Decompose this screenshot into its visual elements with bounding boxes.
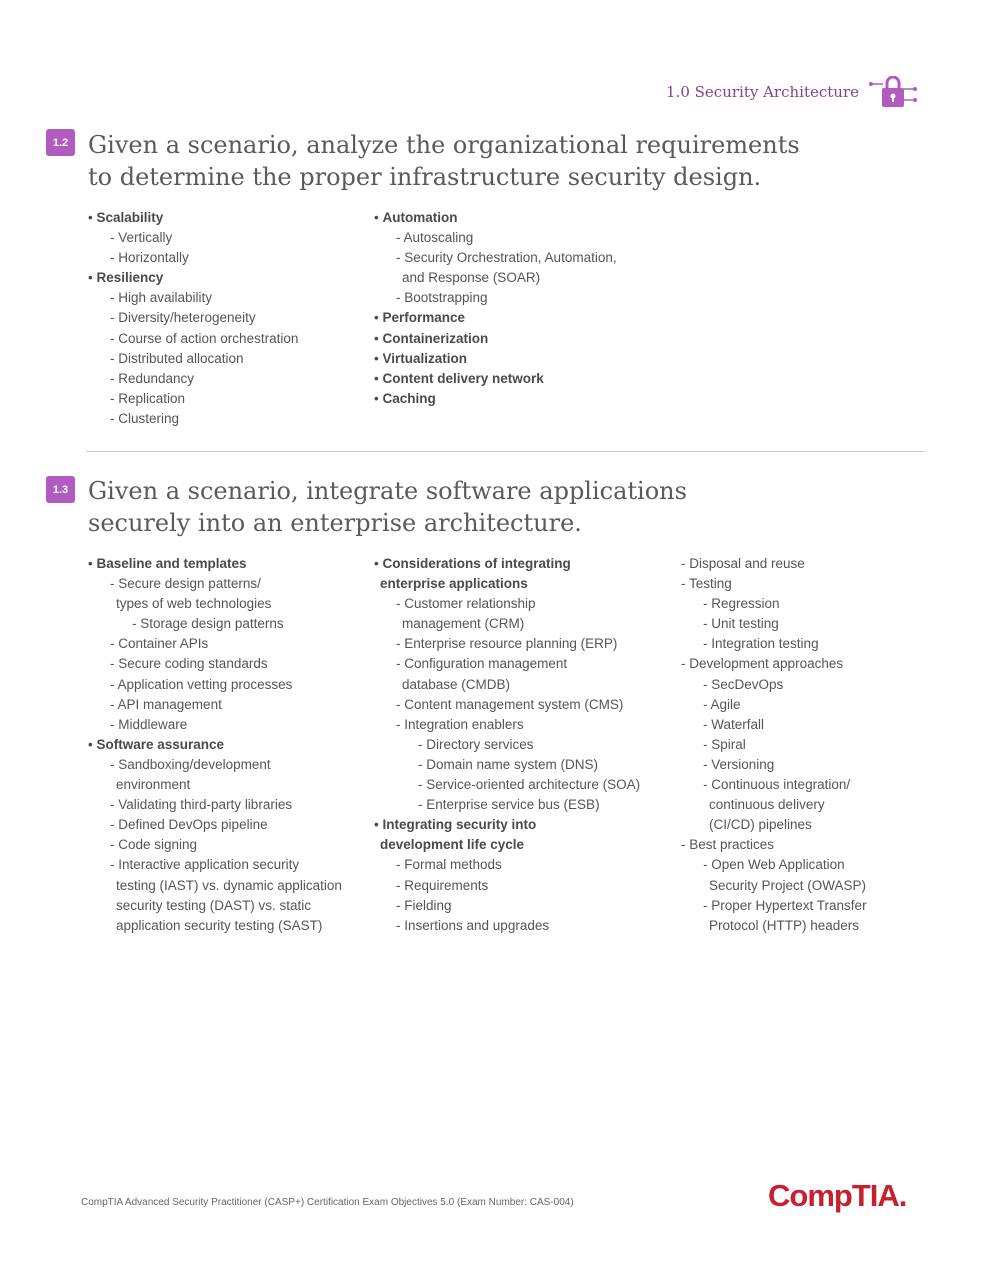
list-item: - Testing: [681, 574, 867, 594]
section-header-title: 1.0 Security Architecture: [666, 83, 859, 101]
list-item: - Defined DevOps pipeline: [88, 815, 342, 835]
list-item: - Distributed allocation: [88, 349, 298, 369]
list-item: • Content delivery network: [374, 369, 617, 389]
section-title-line: Given a scenario, analyze the organizational requirements: [88, 131, 800, 159]
list-item: - Continuous integration/: [681, 775, 867, 795]
list-item: - Best practices: [681, 835, 867, 855]
list-item: - Enterprise resource planning (ERP): [374, 634, 640, 654]
list-item: - Validating third-party libraries: [88, 795, 342, 815]
list-item: - Requirements: [374, 876, 640, 896]
list-item: - Regression: [681, 594, 867, 614]
list-item: - Bootstrapping: [374, 288, 617, 308]
list-item: - High availability: [88, 288, 298, 308]
list-item: Security Project (OWASP): [709, 877, 867, 893]
list-item: security testing (DAST) vs. static: [116, 897, 312, 913]
list-item: • Automation: [374, 208, 617, 228]
list-item: - Redundancy: [88, 369, 298, 389]
lock-circuit-icon: [869, 76, 917, 108]
list-item: - Storage design patterns: [88, 614, 342, 634]
list-item: testing (IAST) vs. dynamic application: [116, 877, 342, 893]
section-title-1-2: [88, 129, 808, 193]
list-item: and Response (SOAR): [402, 270, 541, 286]
list-item: - Secure coding standards: [88, 654, 342, 674]
objectives-column-2: [374, 208, 617, 409]
list-item: enterprise applications: [380, 576, 528, 592]
objectives-column-1: [88, 208, 298, 429]
list-item: - Open Web Application: [681, 855, 867, 875]
list-item: - Directory services: [374, 735, 640, 755]
list-item: environment: [116, 777, 191, 793]
list-item: - Enterprise service bus (ESB): [374, 795, 640, 815]
list-item: - Replication: [88, 389, 298, 409]
page-header: [666, 76, 917, 108]
list-item: development life cycle: [380, 837, 525, 853]
list-item: - Application vetting processes: [88, 675, 342, 695]
list-item: - Interactive application security: [88, 855, 342, 875]
list-item: - Secure design patterns/: [88, 574, 342, 594]
list-item: - Domain name system (DNS): [374, 755, 640, 775]
list-item: • Considerations of integrating: [374, 554, 640, 574]
list-item: - Waterfall: [681, 715, 867, 735]
list-item: • Scalability: [88, 208, 298, 228]
list-item: - Service-oriented architecture (SOA): [374, 775, 640, 795]
list-item: - Sandboxing/development: [88, 755, 342, 775]
section-divider: [86, 451, 925, 452]
list-item: - Customer relationship: [374, 594, 640, 614]
list-item: - Container APIs: [88, 634, 342, 654]
list-item: - Integration enablers: [374, 715, 640, 735]
list-item: continuous delivery: [709, 797, 825, 813]
list-item: Protocol (HTTP) headers: [709, 917, 860, 933]
list-item: database (CMDB): [402, 676, 511, 692]
list-item: - Development approaches: [681, 654, 867, 674]
list-item: - Autoscaling: [374, 228, 617, 248]
list-item: - Spiral: [681, 735, 867, 755]
list-item: - Middleware: [88, 715, 342, 735]
section-title-line: securely into an enterprise architecture.: [88, 509, 582, 537]
list-item: - Vertically: [88, 228, 298, 248]
list-item: - API management: [88, 695, 342, 715]
list-item: - Agile: [681, 695, 867, 715]
list-item: - Content management system (CMS): [374, 695, 640, 715]
list-item: - Configuration management: [374, 654, 640, 674]
list-item: - Unit testing: [681, 614, 867, 634]
list-item: - Diversity/heterogeneity: [88, 308, 298, 328]
list-item: • Baseline and templates: [88, 554, 342, 574]
list-item: • Virtualization: [374, 349, 617, 369]
list-item: - Disposal and reuse: [681, 554, 867, 574]
objectives-column-3: [681, 554, 867, 936]
section-title-line: Given a scenario, integrate software applications: [88, 477, 687, 505]
list-item: application security testing (SAST): [116, 917, 323, 933]
list-item: - Integration testing: [681, 634, 867, 654]
list-item: - Insertions and upgrades: [374, 916, 640, 936]
list-item: - Course of action orchestration: [88, 329, 298, 349]
list-item: - Formal methods: [374, 855, 640, 875]
list-item: - Proper Hypertext Transfer: [681, 896, 867, 916]
list-item: - Versioning: [681, 755, 867, 775]
list-item: - Clustering: [88, 409, 298, 429]
list-item: types of web technologies: [116, 596, 272, 612]
list-item: - SecDevOps: [681, 675, 867, 695]
list-item: management (CRM): [402, 616, 525, 632]
list-item: • Containerization: [374, 329, 617, 349]
list-item: - Code signing: [88, 835, 342, 855]
section-title-1-3: [88, 475, 808, 539]
list-item: • Software assurance: [88, 735, 342, 755]
list-item: • Resiliency: [88, 268, 298, 288]
section-badge-1-3: 1.3: [46, 476, 75, 503]
list-item: • Caching: [374, 389, 617, 409]
objectives-column-2: [374, 554, 640, 936]
list-item: - Fielding: [374, 896, 640, 916]
section-badge-1-2: 1.2: [46, 129, 75, 156]
list-item: - Security Orchestration, Automation,: [374, 248, 617, 268]
footer-text: CompTIA Advanced Security Practitioner (CASP+) Certification Exam Objectives 5.0 (Exam Number: CAS-004): [81, 1197, 574, 1208]
list-item: • Performance: [374, 308, 617, 328]
section-title-line: to determine the proper infrastructure security design.: [88, 163, 762, 191]
objectives-column-1: [88, 554, 342, 936]
list-item: (CI/CD) pipelines: [709, 817, 812, 833]
list-item: - Horizontally: [88, 248, 298, 268]
list-item: • Integrating security into: [374, 815, 640, 835]
comptia-logo: CompTIA.: [768, 1178, 907, 1213]
